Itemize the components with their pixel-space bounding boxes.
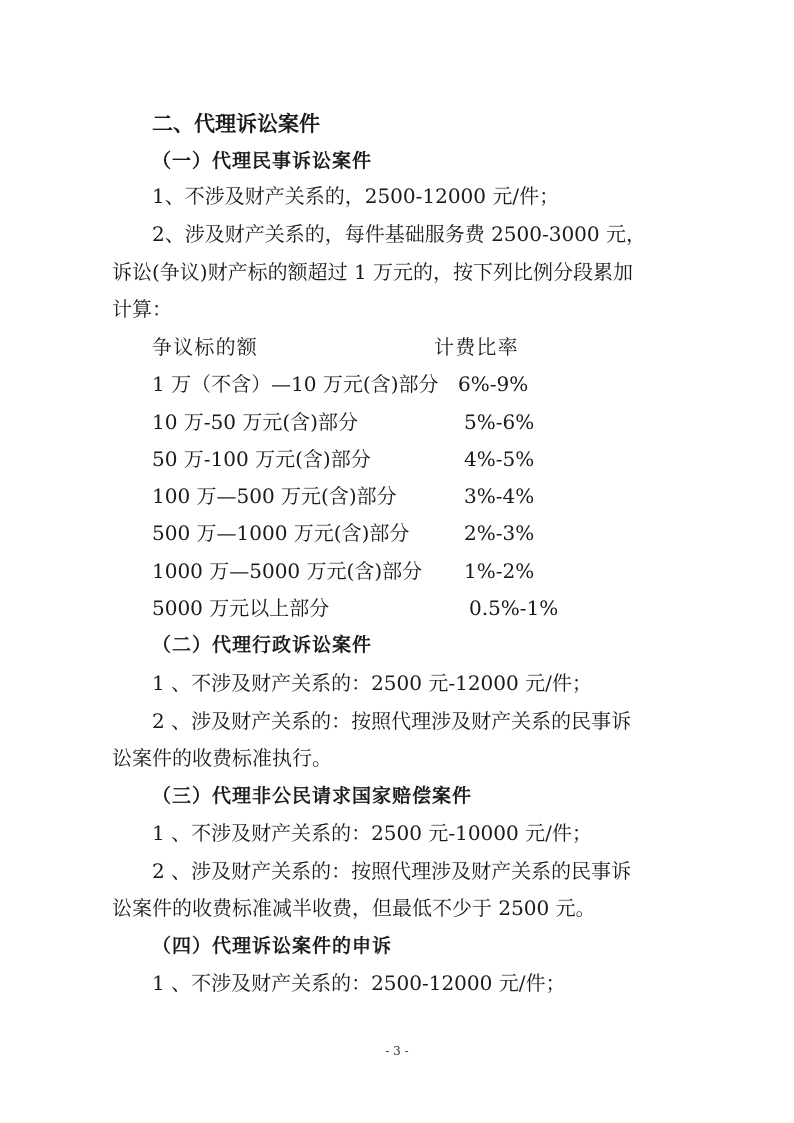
- compensation-item-2-line-2: 讼案件的收费标准减半收费，但最低不少于 2500 元。: [112, 896, 596, 920]
- table-row-amount: 100 万—500 万元(含)部分: [152, 484, 397, 508]
- table-row-rate: 5%-6%: [464, 410, 535, 434]
- table-row-rate: 6%-9%: [458, 372, 529, 396]
- table-row-amount: 1000 万—5000 万元(含)部分: [152, 559, 423, 583]
- civil-item-2-line-2: 诉讼(争议)财产标的额超过 1 万元的，按下列比例分段累加: [112, 260, 634, 284]
- civil-item-1: 1、不涉及财产关系的，2500-12000 元/件；: [152, 184, 560, 208]
- civil-item-2-line-1: 2、涉及财产关系的，每件基础服务费 2500-3000 元，: [152, 222, 646, 246]
- administrative-title: （二）代理行政诉讼案件: [152, 634, 373, 656]
- compensation-title: （三）代理非公民请求国家赔偿案件: [152, 785, 473, 807]
- administrative-item-2-line-1: 2 、涉及财产关系的：按照代理涉及财产关系的民事诉: [152, 709, 632, 733]
- civil-title: （一）代理民事诉讼案件: [152, 150, 373, 172]
- table-header-rate: 计费比率: [434, 335, 519, 359]
- appeal-title: （四）代理诉讼案件的申诉: [152, 935, 393, 957]
- table-row-rate: 1%-2%: [464, 559, 535, 583]
- table-header-amount: 争议标的额: [152, 335, 258, 359]
- section-heading: 二、代理诉讼案件: [152, 112, 320, 136]
- table-row-amount: 5000 万元以上部分: [152, 596, 330, 620]
- administrative-item-2-line-2: 讼案件的收费标准执行。: [112, 746, 332, 770]
- table-row-rate: 2%-3%: [464, 521, 535, 545]
- table-row-amount: 50 万-100 万元(含)部分: [152, 447, 371, 471]
- compensation-item-1: 1 、不涉及财产关系的：2500 元-10000 元/件；: [152, 821, 592, 845]
- administrative-item-1: 1 、不涉及财产关系的：2500 元-12000 元/件；: [152, 671, 592, 695]
- table-row-amount: 1 万（不含）—10 万元(含)部分: [152, 372, 439, 396]
- civil-item-2-line-3: 计算：: [112, 297, 172, 321]
- table-row-amount: 10 万-50 万元(含)部分: [152, 410, 358, 434]
- appeal-item-1: 1 、不涉及财产关系的：2500-12000 元/件；: [152, 971, 566, 995]
- page-number: - 3 -: [385, 1044, 409, 1058]
- table-row-amount: 500 万—1000 万元(含)部分: [152, 521, 410, 545]
- table-row-rate: 4%-5%: [464, 447, 535, 471]
- compensation-item-2-line-1: 2 、涉及财产关系的：按照代理涉及财产关系的民事诉: [152, 859, 632, 883]
- table-row-rate: 0.5%-1%: [469, 596, 559, 620]
- table-row-rate: 3%-4%: [464, 484, 535, 508]
